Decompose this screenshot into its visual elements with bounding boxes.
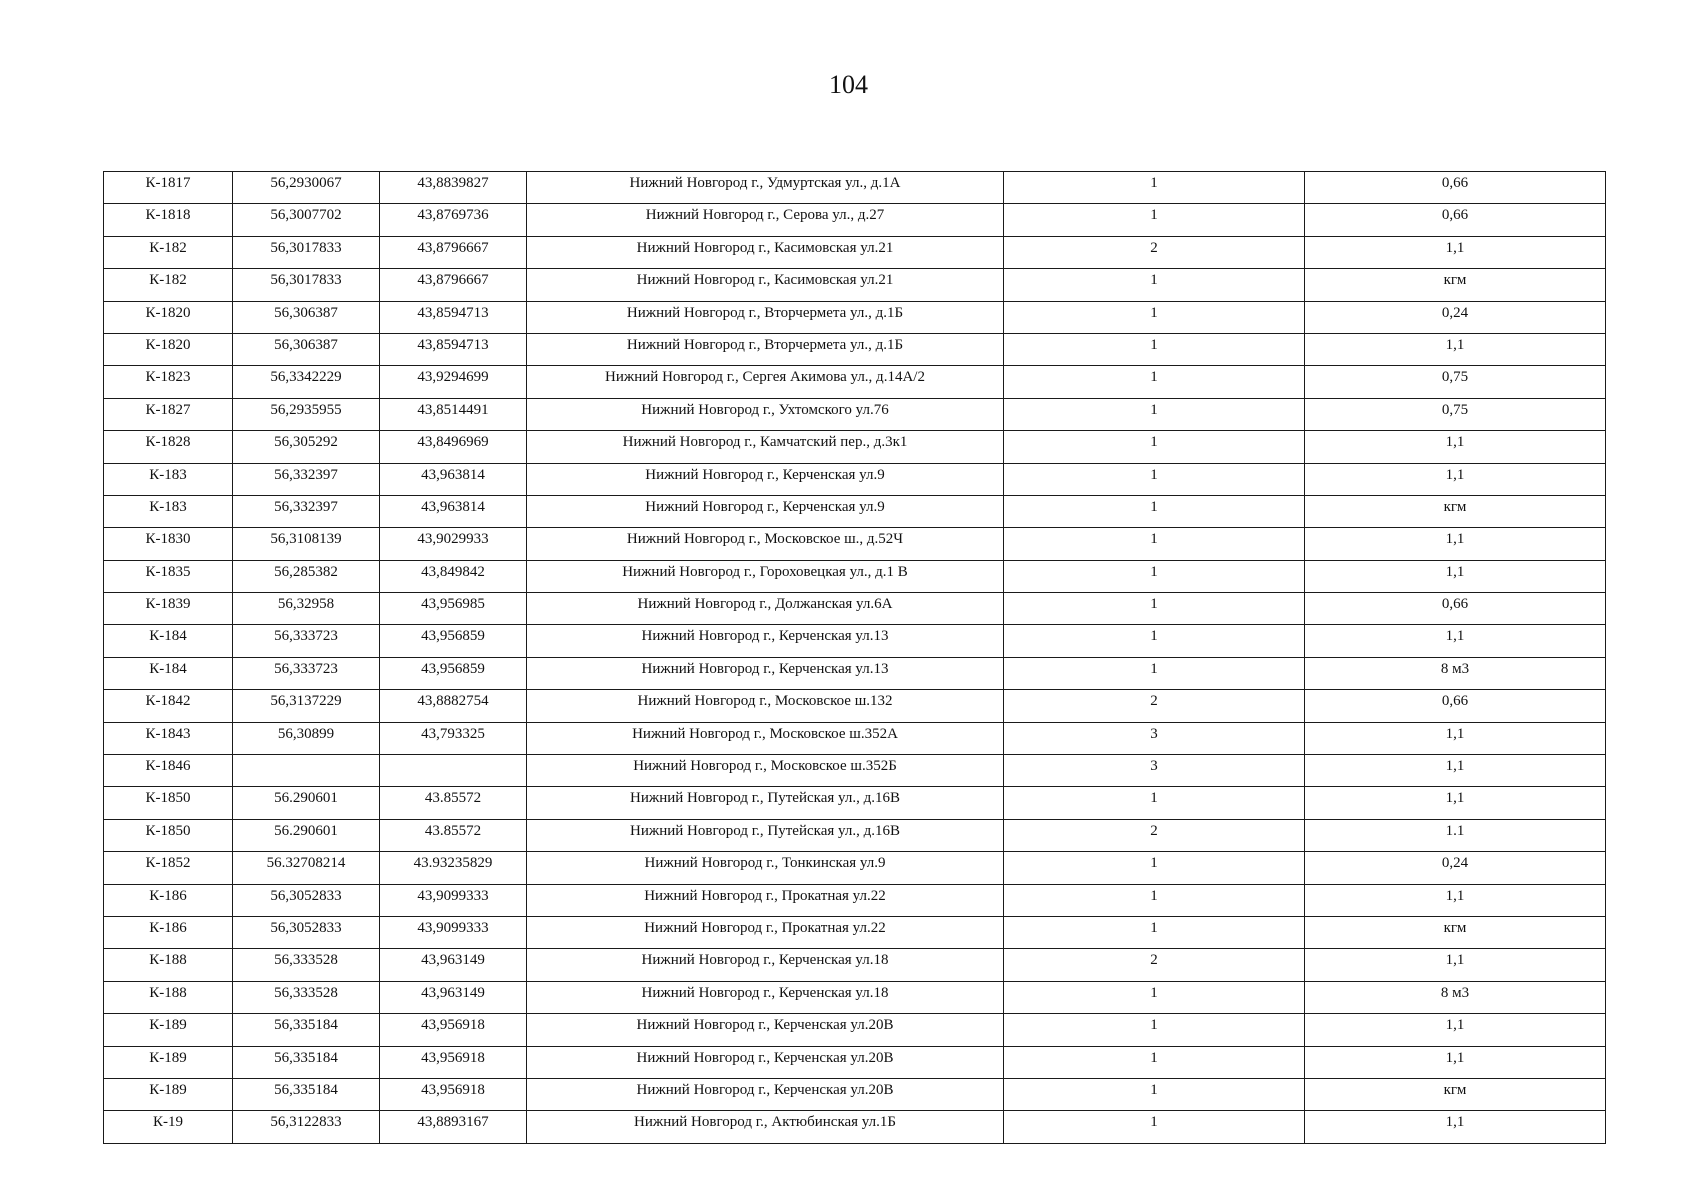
latitude-cell: 56,3108139 [233,528,380,560]
longitude-cell: 43,963814 [380,495,527,527]
longitude-cell: 43,956859 [380,625,527,657]
longitude-cell: 43,963149 [380,949,527,981]
container-volume-cell: кгм [1305,1078,1606,1110]
address-cell: Нижний Новгород г., Путейская ул., д.16В [527,787,1004,819]
table-row [104,755,1606,787]
address-cell: Нижний Новгород г., Сергея Акимова ул., д.14А/2 [527,366,1004,398]
longitude-cell: 43,8514491 [380,398,527,430]
container-count-cell: 1 [1004,884,1305,916]
container-count-cell: 1 [1004,269,1305,301]
container-count-cell: 1 [1004,431,1305,463]
table-row [104,1014,1606,1046]
container-volume-cell: 1,1 [1305,1046,1606,1078]
longitude-cell: 43,8839827 [380,172,527,204]
site-id-cell: К-184 [104,625,233,657]
container-volume-cell: кгм [1305,916,1606,948]
latitude-cell [233,755,380,787]
container-volume-cell: 1,1 [1305,560,1606,592]
address-cell: Нижний Новгород г., Тонкинская ул.9 [527,852,1004,884]
latitude-cell: 56,285382 [233,560,380,592]
container-volume-cell: 1,1 [1305,431,1606,463]
latitude-cell: 56,333723 [233,625,380,657]
container-volume-cell: 1,1 [1305,1014,1606,1046]
address-cell: Нижний Новгород г., Керченская ул.13 [527,657,1004,689]
table-row [104,172,1606,204]
table-row [104,852,1606,884]
longitude-cell: 43.85572 [380,819,527,851]
address-cell: Нижний Новгород г., Касимовская ул.21 [527,269,1004,301]
longitude-cell: 43,8893167 [380,1111,527,1143]
site-id-cell: К-1817 [104,172,233,204]
site-id-cell: К-1828 [104,431,233,463]
latitude-cell: 56,3017833 [233,269,380,301]
table-row [104,690,1606,722]
container-volume-cell: кгм [1305,269,1606,301]
longitude-cell: 43,8882754 [380,690,527,722]
address-cell: Нижний Новгород г., Керченская ул.20В [527,1014,1004,1046]
address-cell: Нижний Новгород г., Керченская ул.18 [527,949,1004,981]
site-id-cell: К-1820 [104,301,233,333]
address-cell: Нижний Новгород г., Актюбинская ул.1Б [527,1111,1004,1143]
latitude-cell: 56,3137229 [233,690,380,722]
address-cell: Нижний Новгород г., Вторчермета ул., д.1Б [527,333,1004,365]
latitude-cell: 56,332397 [233,463,380,495]
site-id-cell: К-1823 [104,366,233,398]
container-count-cell: 1 [1004,1078,1305,1110]
container-volume-cell: 0,66 [1305,593,1606,625]
latitude-cell: 56,335184 [233,1078,380,1110]
container-volume-cell: 1,1 [1305,463,1606,495]
address-cell: Нижний Новгород г., Прокатная ул.22 [527,916,1004,948]
longitude-cell: 43,9099333 [380,916,527,948]
container-count-cell: 1 [1004,657,1305,689]
container-volume-cell: 1,1 [1305,236,1606,268]
table-row [104,398,1606,430]
latitude-cell: 56,335184 [233,1046,380,1078]
longitude-cell: 43,963149 [380,981,527,1013]
longitude-cell: 43,8769736 [380,204,527,236]
table-row [104,1046,1606,1078]
longitude-cell: 43,956918 [380,1078,527,1110]
container-volume-cell: 1,1 [1305,333,1606,365]
table-row [104,1111,1606,1143]
address-cell: Нижний Новгород г., Вторчермета ул., д.1Б [527,301,1004,333]
latitude-cell: 56,2930067 [233,172,380,204]
latitude-cell: 56,333528 [233,981,380,1013]
address-cell: Нижний Новгород г., Должанская ул.6А [527,593,1004,625]
latitude-cell: 56,305292 [233,431,380,463]
longitude-cell: 43,849842 [380,560,527,592]
container-count-cell: 1 [1004,981,1305,1013]
longitude-cell: 43,793325 [380,722,527,754]
site-id-cell: К-182 [104,236,233,268]
site-id-cell: К-1818 [104,204,233,236]
address-cell: Нижний Новгород г., Керченская ул.13 [527,625,1004,657]
address-cell: Нижний Новгород г., Московское ш., д.52Ч [527,528,1004,560]
latitude-cell: 56,32958 [233,593,380,625]
table-row [104,657,1606,689]
container-count-cell: 1 [1004,172,1305,204]
address-cell: Нижний Новгород г., Керченская ул.18 [527,981,1004,1013]
container-count-cell: 1 [1004,852,1305,884]
container-volume-cell: 0,66 [1305,690,1606,722]
site-id-cell: К-1843 [104,722,233,754]
container-volume-cell: 0,75 [1305,366,1606,398]
longitude-cell: 43,8796667 [380,269,527,301]
container-volume-cell: 1,1 [1305,1111,1606,1143]
latitude-cell: 56,3122833 [233,1111,380,1143]
longitude-cell: 43.85572 [380,787,527,819]
table-row [104,204,1606,236]
longitude-cell: 43,8496969 [380,431,527,463]
site-id-cell: К-1830 [104,528,233,560]
site-id-cell: К-188 [104,949,233,981]
longitude-cell: 43,956859 [380,657,527,689]
container-count-cell: 1 [1004,333,1305,365]
site-id-cell: К-1839 [104,593,233,625]
longitude-cell: 43,9294699 [380,366,527,398]
table-row [104,236,1606,268]
container-count-cell: 1 [1004,560,1305,592]
table-row [104,625,1606,657]
container-count-cell: 1 [1004,1014,1305,1046]
container-volume-cell: 8 м3 [1305,981,1606,1013]
site-id-cell: К-182 [104,269,233,301]
container-count-cell: 1 [1004,204,1305,236]
container-volume-cell: 0,66 [1305,204,1606,236]
address-cell: Нижний Новгород г., Московское ш.132 [527,690,1004,722]
latitude-cell: 56,3342229 [233,366,380,398]
address-cell: Нижний Новгород г., Керченская ул.9 [527,463,1004,495]
address-cell: Нижний Новгород г., Путейская ул., д.16В [527,819,1004,851]
longitude-cell: 43.93235829 [380,852,527,884]
table-row [104,528,1606,560]
latitude-cell: 56,3007702 [233,204,380,236]
longitude-cell [380,755,527,787]
site-id-cell: К-183 [104,495,233,527]
container-count-cell: 1 [1004,1046,1305,1078]
latitude-cell: 56,333723 [233,657,380,689]
container-volume-cell: 1,1 [1305,787,1606,819]
table-row [104,301,1606,333]
address-cell: Нижний Новгород г., Керченская ул.20В [527,1046,1004,1078]
table-row [104,269,1606,301]
site-id-cell: К-1850 [104,819,233,851]
container-count-cell: 1 [1004,398,1305,430]
container-volume-cell: 0,66 [1305,172,1606,204]
container-volume-cell: 1,1 [1305,755,1606,787]
container-count-cell: 1 [1004,366,1305,398]
container-sites-table-wrapper [103,171,1605,1144]
site-id-cell: К-1827 [104,398,233,430]
latitude-cell: 56,335184 [233,1014,380,1046]
table-row [104,560,1606,592]
site-id-cell: К-1820 [104,333,233,365]
longitude-cell: 43,963814 [380,463,527,495]
container-count-cell: 3 [1004,722,1305,754]
longitude-cell: 43,956918 [380,1014,527,1046]
longitude-cell: 43,8594713 [380,333,527,365]
container-volume-cell: 0,24 [1305,301,1606,333]
address-cell: Нижний Новгород г., Удмуртская ул., д.1А [527,172,1004,204]
longitude-cell: 43,956985 [380,593,527,625]
latitude-cell: 56,3017833 [233,236,380,268]
container-count-cell: 1 [1004,463,1305,495]
container-volume-cell: 8 м3 [1305,657,1606,689]
site-id-cell: К-1852 [104,852,233,884]
container-count-cell: 1 [1004,528,1305,560]
table-row [104,884,1606,916]
table-row [104,722,1606,754]
latitude-cell: 56,333528 [233,949,380,981]
container-count-cell: 1 [1004,495,1305,527]
address-cell: Нижний Новгород г., Прокатная ул.22 [527,884,1004,916]
address-cell: Нижний Новгород г., Касимовская ул.21 [527,236,1004,268]
latitude-cell: 56,3052833 [233,884,380,916]
container-volume-cell: 0,24 [1305,852,1606,884]
site-id-cell: К-188 [104,981,233,1013]
container-count-cell: 1 [1004,301,1305,333]
latitude-cell: 56,3052833 [233,916,380,948]
table-row [104,819,1606,851]
container-count-cell: 2 [1004,690,1305,722]
site-id-cell: К-186 [104,884,233,916]
container-count-cell: 2 [1004,236,1305,268]
site-id-cell: К-183 [104,463,233,495]
site-id-cell: К-186 [104,916,233,948]
address-cell: Нижний Новгород г., Керченская ул.9 [527,495,1004,527]
table-row [104,366,1606,398]
site-id-cell: К-189 [104,1078,233,1110]
address-cell: Нижний Новгород г., Ухтомского ул.76 [527,398,1004,430]
longitude-cell: 43,8594713 [380,301,527,333]
container-volume-cell: 0,75 [1305,398,1606,430]
site-id-cell: К-189 [104,1046,233,1078]
table-row [104,1078,1606,1110]
page-number: 104 [829,70,868,99]
latitude-cell: 56.290601 [233,787,380,819]
site-id-cell: К-1842 [104,690,233,722]
address-cell: Нижний Новгород г., Гороховецкая ул., д.1 В [527,560,1004,592]
latitude-cell: 56,30899 [233,722,380,754]
table-row [104,981,1606,1013]
container-volume-cell: 1,1 [1305,625,1606,657]
table-row [104,333,1606,365]
container-sites-table [103,171,1606,1144]
container-volume-cell: 1,1 [1305,528,1606,560]
address-cell: Нижний Новгород г., Московское ш.352А [527,722,1004,754]
container-volume-cell: кгм [1305,495,1606,527]
container-volume-cell: 1.1 [1305,819,1606,851]
site-id-cell: К-184 [104,657,233,689]
longitude-cell: 43,956918 [380,1046,527,1078]
table-row [104,495,1606,527]
container-count-cell: 1 [1004,1111,1305,1143]
table-row [104,916,1606,948]
site-id-cell: К-1835 [104,560,233,592]
longitude-cell: 43,8796667 [380,236,527,268]
address-cell: Нижний Новгород г., Керченская ул.20В [527,1078,1004,1110]
container-count-cell: 1 [1004,916,1305,948]
container-volume-cell: 1,1 [1305,949,1606,981]
address-cell: Нижний Новгород г., Камчатский пер., д.3к1 [527,431,1004,463]
latitude-cell: 56,332397 [233,495,380,527]
container-count-cell: 2 [1004,819,1305,851]
container-volume-cell: 1,1 [1305,722,1606,754]
container-volume-cell: 1,1 [1305,884,1606,916]
latitude-cell: 56,306387 [233,333,380,365]
longitude-cell: 43,9029933 [380,528,527,560]
address-cell: Нижний Новгород г., Московское ш.352Б [527,755,1004,787]
site-id-cell: К-1850 [104,787,233,819]
address-cell: Нижний Новгород г., Серова ул., д.27 [527,204,1004,236]
latitude-cell: 56,2935955 [233,398,380,430]
container-count-cell: 2 [1004,949,1305,981]
table-row [104,787,1606,819]
container-count-cell: 3 [1004,755,1305,787]
table-body [104,172,1606,1144]
table-row [104,431,1606,463]
site-id-cell: К-1846 [104,755,233,787]
latitude-cell: 56,306387 [233,301,380,333]
table-row [104,593,1606,625]
site-id-cell: К-19 [104,1111,233,1143]
site-id-cell: К-189 [104,1014,233,1046]
latitude-cell: 56.32708214 [233,852,380,884]
table-row [104,949,1606,981]
container-count-cell: 1 [1004,593,1305,625]
table-row [104,463,1606,495]
container-count-cell: 1 [1004,787,1305,819]
longitude-cell: 43,9099333 [380,884,527,916]
container-count-cell: 1 [1004,625,1305,657]
latitude-cell: 56.290601 [233,819,380,851]
